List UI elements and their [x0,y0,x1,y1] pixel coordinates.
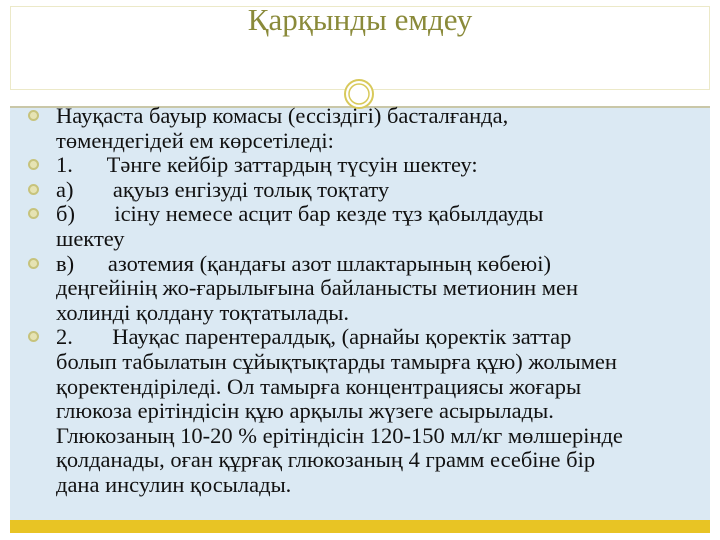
circle-bullet-icon [28,184,39,195]
circle-bullet-icon [28,208,39,219]
list-item-line: холинді қолдану тоқтатылады. [56,299,350,325]
list-item-line: шектеу [56,225,125,251]
circle-bullet-icon [28,258,39,269]
circle-bullet-icon [28,110,39,121]
bullet-list [28,104,700,498]
circle-bullet-icon [28,159,39,170]
list-item-line: 2. Науқас парентералдық, (арнайы қоректік заттар [56,324,572,350]
bottom-accent-bar [10,520,710,533]
slide-title: Қарқынды емдеу [247,2,473,37]
list-item-line: в) азотемия (қандағы азот шлактарының көбеюі) [56,250,551,276]
list-item-line: б) ісіну немесе асцит бар кезде тұз қабылдауды [56,201,544,227]
list-item-line: 1. Тәнге кейбір заттардың түсуін шектеу: [56,152,478,178]
list-item [28,325,700,497]
circle-bullet-icon [28,331,39,342]
list-item-line: Науқаста бауыр комасы (ессіздігі) басталғанда, [56,103,509,128]
list-item [28,202,700,251]
list-item [28,178,700,203]
list-item-line: қоректендіріледі. Ол тамырға концентрациясы жоғары [56,373,582,399]
list-item-line: төмендегідей ем көрсетіледі: [56,127,334,153]
list-item-line: деңгейінің жо-ғарылығына байланысты метионин мен [56,275,579,301]
list-item [28,252,700,326]
list-item-line: қолданады, оған құрғақ глюкозаның 4 грамм есебіне бір [56,447,596,473]
list-item-line: болып табылатын сұйықтықтарды тамырға құю) жолымен [56,348,617,374]
list-item [28,104,700,153]
list-item-line: а) ақуыз енгізуді толық тоқтату [56,176,390,202]
list-item-line: Глюкозаның 10-20 % ерітіндісін 120-150 мл/кг мөлшерінде [56,422,623,448]
list-item [28,153,700,178]
list-item-line: глюкоза ерітіндісін құю арқылы жүзеге асырылады. [56,398,554,424]
list-item-line: дана инсулин қосылады. [56,471,292,497]
